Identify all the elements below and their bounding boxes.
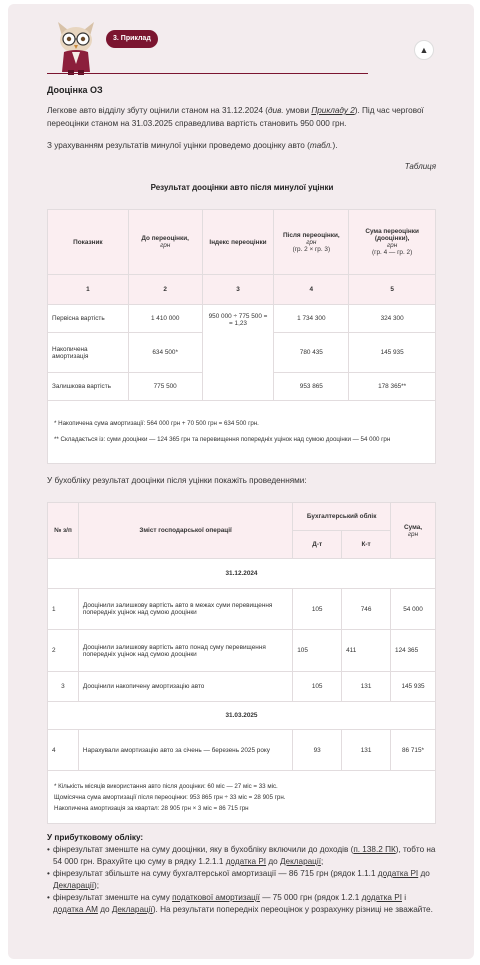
- text: до: [418, 869, 430, 878]
- index-cell: 950 000 ÷ 775 500 = = 1,23: [202, 305, 274, 401]
- cell: Дооцінили залишкову вартість авто в межах суми перевищення попередніх уцінок над сумою дооцінки: [78, 589, 292, 630]
- table-row: [48, 672, 436, 702]
- text: ). На результати попередніх переоцінок у розрахунку різниці не зважайте.: [152, 905, 433, 914]
- text: Після переоцінки,: [282, 231, 340, 239]
- cell: Накопичена амортизація: [48, 333, 129, 373]
- text: фінрезультат збільште на суму бухгалтерської амортизації — 86 715 грн (рядок 1.1.1: [53, 869, 378, 878]
- table-footnote: [48, 771, 436, 824]
- cell: 411: [342, 630, 391, 672]
- text: грн: [407, 530, 419, 538]
- tax-depreciation-link[interactable]: податкової амортизації: [172, 893, 260, 902]
- tax-heading: У прибутковому обліку:: [47, 833, 144, 842]
- cell: Дооцінили накопичену амортизацію авто: [78, 672, 292, 702]
- text: ;: [320, 857, 324, 866]
- col-header: [128, 210, 202, 275]
- appendix-am-link[interactable]: додатка АМ: [53, 905, 98, 914]
- col-header: К-т: [342, 531, 391, 559]
- col-header: Зміст господарської операції: [78, 503, 292, 559]
- text: умови: [283, 106, 312, 115]
- declaration-link[interactable]: Декларації: [53, 881, 94, 890]
- collapse-button[interactable]: [414, 40, 434, 60]
- table-row: [48, 305, 436, 333]
- appendix-ri-link[interactable]: додатка РІ: [225, 857, 267, 866]
- text: до: [266, 857, 280, 866]
- cell: Дооцінили залишкову вартість авто понад суму перевищення попередніх уцінок над сумою дооцінки: [78, 630, 292, 672]
- table-title: Результат дооцінки авто після минулої уцінки: [150, 183, 334, 192]
- footnote-text: Щомісячна сума амортизації після переоцінки: 953 865 грн ÷ 33 міс = 28 905 грн.: [54, 793, 286, 801]
- paragraph-entries: У бухобліку результат дооцінки після уцінки покажіть проведеннями:: [47, 476, 307, 485]
- col-header: Бухгалтерський облік: [293, 503, 391, 531]
- cell: 1 734 300: [274, 305, 349, 333]
- text: ).: [332, 141, 338, 150]
- entries-table: [47, 502, 436, 824]
- revaluation-table: [47, 209, 436, 464]
- cell: 953 865: [274, 373, 349, 401]
- paragraph-intro: [47, 140, 437, 153]
- cell: Первісна вартість: [48, 305, 129, 333]
- text: грн: [160, 242, 171, 249]
- tax-list: [47, 844, 437, 916]
- col-header: № з/п: [48, 503, 79, 559]
- cell: 780 435: [274, 333, 349, 373]
- appendix-ri-link[interactable]: додатка РІ: [377, 869, 419, 878]
- col-number: 3: [202, 275, 274, 305]
- text: );: [94, 881, 100, 890]
- footnote-text: Накопичена амортизація за квартал: 28 905 грн × 3 міс = 86 715 грн: [54, 804, 249, 812]
- col-number: 4: [274, 275, 349, 305]
- col-number: 5: [349, 275, 436, 305]
- cell: 86 715*: [391, 730, 436, 771]
- text: до: [97, 905, 112, 914]
- cell: 145 935: [391, 672, 436, 702]
- text: (гр. 4 — гр. 2): [372, 249, 413, 256]
- col-header: [391, 503, 436, 559]
- cell: 131: [342, 672, 391, 702]
- example-2-link[interactable]: Прикладу 2: [311, 106, 355, 115]
- text: грн: [306, 238, 317, 246]
- text: — 75 000 грн (рядок 1.2.1: [259, 893, 362, 902]
- appendix-ri-link[interactable]: додатка РІ: [361, 893, 402, 902]
- text: табл.: [309, 141, 333, 150]
- col-number: 1: [48, 275, 129, 305]
- col-number: 2: [128, 275, 202, 305]
- col-header: Д-т: [293, 531, 342, 559]
- declaration-link[interactable]: Декларації: [279, 857, 321, 866]
- declaration-link[interactable]: Декларації: [111, 905, 153, 914]
- col-header: [274, 210, 349, 275]
- cell: 93: [293, 730, 342, 771]
- table-label: Таблиця: [404, 162, 436, 171]
- cell: 1 410 000: [128, 305, 202, 333]
- section-title: Дооцінка ОЗ: [47, 85, 103, 95]
- cell: Залишкова вартість: [48, 373, 129, 401]
- text: З урахуванням результатів минулої уцінки проведемо дооцінку авто (: [47, 141, 310, 150]
- text: фінрезультат зменште на суму: [53, 893, 173, 902]
- list-item: [47, 868, 437, 892]
- cell: 746: [342, 589, 391, 630]
- tax-accounting-section: [47, 832, 437, 916]
- cell: 145 935: [349, 333, 436, 373]
- table-footnote: [48, 401, 436, 464]
- text: Сума,: [403, 523, 423, 531]
- cell: 105: [293, 672, 342, 702]
- footnote-text: * Кількість місяців використання авто після дооцінки: 60 міс — 27 міс = 33 міс.: [54, 782, 278, 790]
- cell: 634 500*: [128, 333, 202, 373]
- footnote-text: ** Складається із: суми дооцінки — 124 365 грн та перевищення попередніх уцінок над сумою дооцінки — 54 000 грн: [54, 436, 391, 443]
- date-row: 31.03.2025: [48, 702, 436, 730]
- cell: 324 300: [349, 305, 436, 333]
- table-row: [48, 589, 436, 630]
- example-badge: 3. Приклад: [106, 30, 158, 48]
- date-row: 31.12.2024: [48, 559, 436, 589]
- text: фінрезультат зменште на суму дооцінки, яку в бухобліку включили до доходів (: [53, 845, 354, 854]
- text: (гр. 2 × гр. 3): [292, 245, 331, 253]
- tax-code-link[interactable]: п. 138.2 ПК: [353, 845, 396, 854]
- text: ). Під час чергової переоцінки станом на 31.03.2025 справедлива вартість становить 950 000 грн.: [47, 106, 424, 128]
- text: і: [402, 893, 407, 902]
- divider: [47, 73, 368, 74]
- col-header: [349, 210, 436, 275]
- text: Легкове авто відділу збуту оцінили станом на 31.12.2024 (: [47, 106, 268, 115]
- owl-mascot-icon: [50, 18, 102, 76]
- cell: 178 365**: [349, 373, 436, 401]
- cell: 131: [342, 730, 391, 771]
- col-header: Індекс переоцінки: [202, 210, 274, 275]
- text: До переоцінки,: [141, 235, 189, 242]
- cell: Нарахували амортизацію авто за січень — березень 2025 року: [78, 730, 292, 771]
- cell: 105: [293, 630, 342, 672]
- cell: 105: [293, 589, 342, 630]
- col-header: Показник: [48, 210, 129, 275]
- cell: 775 500: [128, 373, 202, 401]
- cell: 54 000: [391, 589, 436, 630]
- cell: 2: [48, 630, 79, 672]
- list-item: [47, 892, 437, 916]
- text: Сума переоцінки (дооцінки),: [365, 228, 419, 242]
- cell: 3: [48, 672, 79, 702]
- text: див.: [268, 106, 284, 115]
- table-row: [48, 730, 436, 771]
- chevron-up-icon: ▲: [419, 45, 429, 55]
- cell: 4: [48, 730, 79, 771]
- table-row: [48, 630, 436, 672]
- paragraph-condition: [47, 105, 437, 130]
- cell: 124 365: [391, 630, 436, 672]
- cell: 1: [48, 589, 79, 630]
- footnote-text: * Накопичена сума амортизації: 564 000 грн + 70 500 грн = 634 500 грн.: [54, 420, 259, 427]
- text: ), тобто на 54 000 грн. Врахуйте цю суму в рядку 1.2.1.1: [53, 845, 436, 866]
- text: грн: [387, 242, 398, 249]
- list-item: [47, 844, 437, 868]
